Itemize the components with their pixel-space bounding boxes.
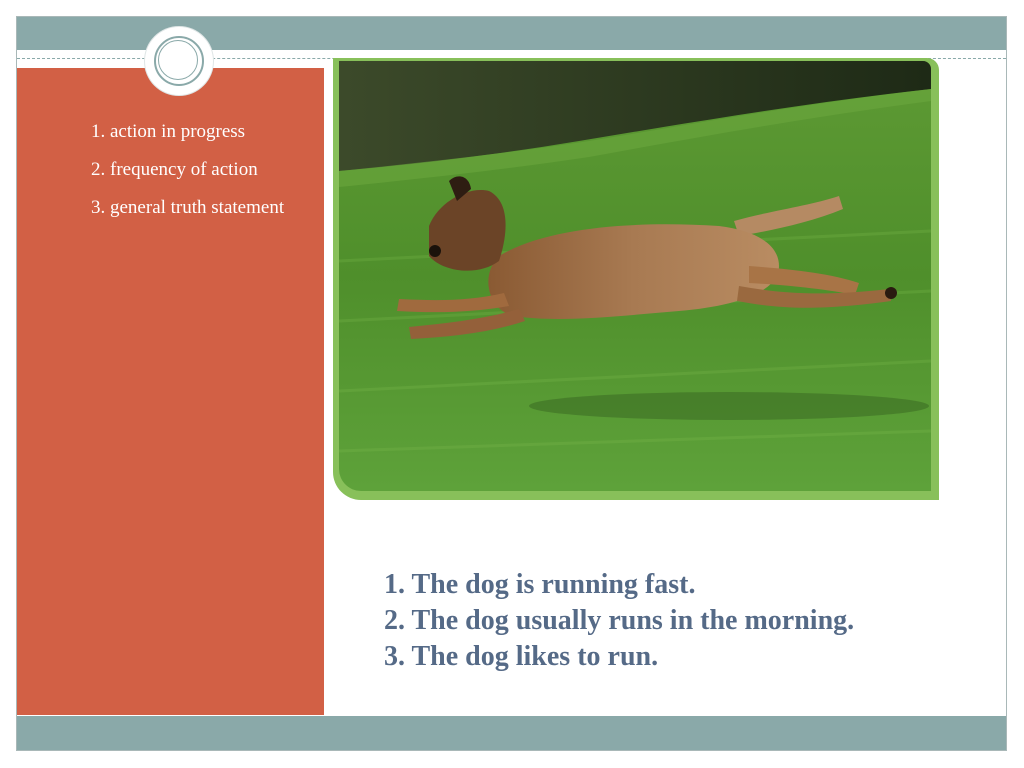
- uses-list: [91, 118, 313, 232]
- bottom-accent-band: [17, 716, 1006, 750]
- example-sentences: [384, 567, 994, 675]
- example-sentence: 2. The dog usually runs in the morning.: [384, 605, 855, 636]
- medallion-ornament-icon: [145, 27, 213, 95]
- example-sentence: 3. The dog likes to run.: [384, 641, 659, 672]
- use-item: 3. general truth statement: [91, 197, 285, 218]
- medallion-inner-ring: [158, 40, 198, 80]
- use-item: 2. frequency of action: [91, 159, 258, 180]
- use-item: 1. action in progress: [91, 121, 246, 142]
- photo-frame: [333, 58, 939, 500]
- running-dog-photo: [339, 61, 931, 491]
- example-sentence: 1. The dog is running fast.: [384, 569, 696, 600]
